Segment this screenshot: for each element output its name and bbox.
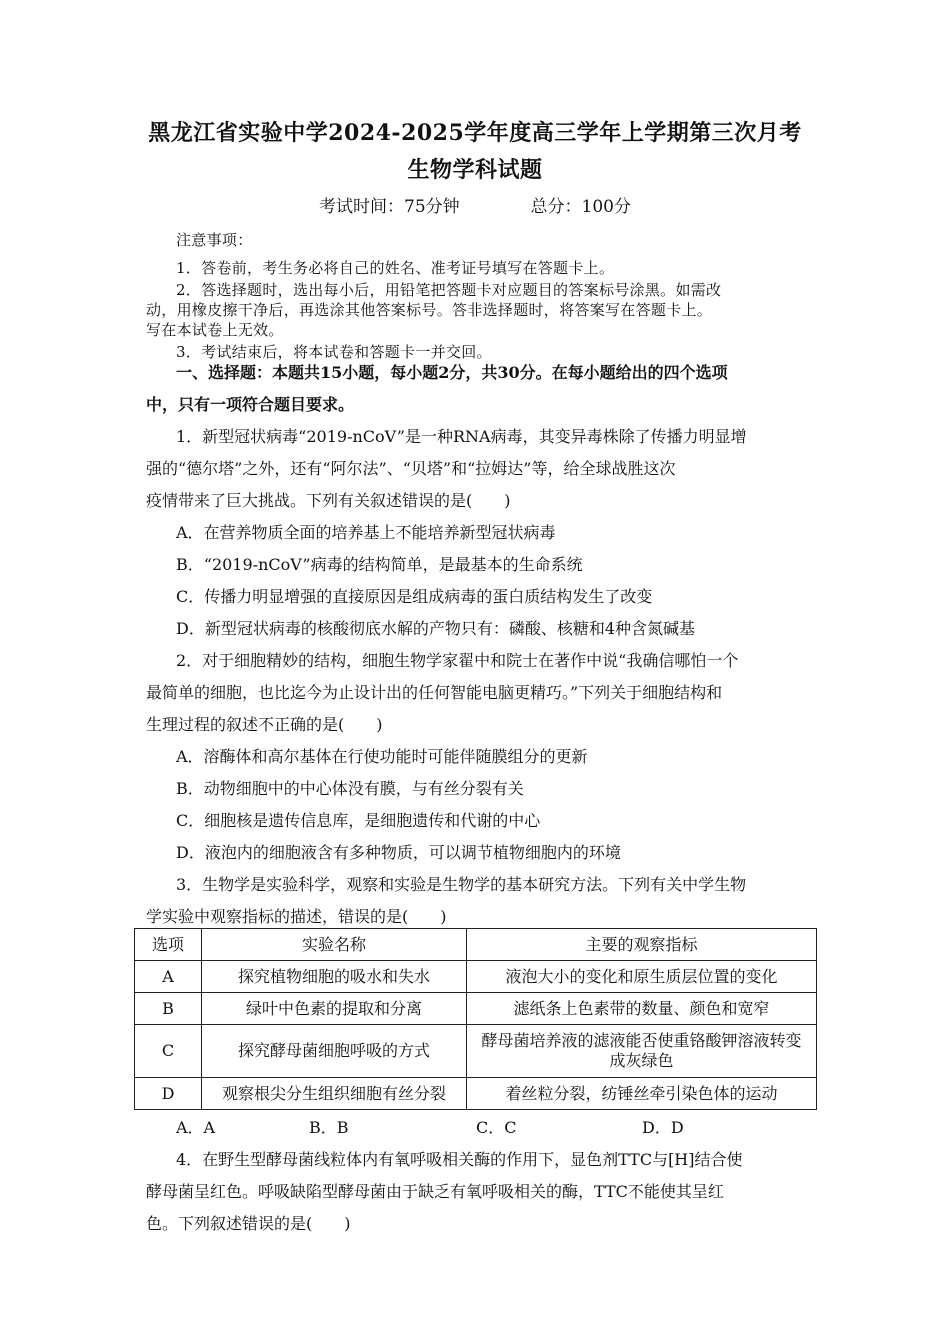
table-cell: 液泡大小的变化和原生质层位置的变化 <box>467 961 817 993</box>
q2-option-a: A．溶酶体和高尔基体在行使功能时可能伴随膜组分的更新 <box>176 747 588 766</box>
page-title: 黑龙江省实验中学2024-2025学年度高三学年上学期第三次月考 <box>148 120 802 146</box>
q1-option-a: A．在营养物质全面的培养基上不能培养新型冠状病毒 <box>176 523 556 542</box>
table-cell: B <box>135 993 202 1025</box>
q4-stem-line-1: 4．在野生型酵母菌线粒体内有氧呼吸相关酶的作用下，显色剂TTC与[H]结合使 <box>176 1150 743 1169</box>
q3-option-a: A．A <box>176 1118 216 1137</box>
table-cell: 绿叶中色素的提取和分离 <box>202 993 467 1025</box>
q3-option-d: D．D <box>642 1118 684 1137</box>
q1-stem-line-2: 强的“德尔塔”之外，还有“阿尔法”、“贝塔”和“拉姆达”等，给全球战胜这次 <box>146 459 676 478</box>
q1-stem-line-3: 疫情带来了巨大挑战。下列有关叙述错误的是( ) <box>146 491 511 510</box>
table-row <box>135 1025 817 1078</box>
table-cell: D <box>135 1078 202 1110</box>
q4-stem-line-3: 色。下列叙述错误的是( ) <box>146 1214 351 1233</box>
table-cell: 着丝粒分裂，纺锤丝牵引染色体的运动 <box>467 1078 817 1110</box>
table-row <box>135 1078 817 1110</box>
total-score: 总分：100分 <box>530 197 631 217</box>
q1-option-b: B．“2019-nCoV”病毒的结构简单，是最基本的生命系统 <box>176 555 583 574</box>
table-row <box>135 961 817 993</box>
q2-stem-line-3: 生理过程的叙述不正确的是( ) <box>146 715 383 734</box>
q2-option-c: C．细胞核是遗传信息库，是细胞遗传和代谢的中心 <box>176 811 541 830</box>
table-header-row <box>135 929 817 961</box>
q3-option-c: C．C <box>476 1118 517 1137</box>
notice-item-3: 3．考试结束后，将本试卷和答题卡一并交回。 <box>176 343 492 361</box>
exam-info <box>0 192 950 217</box>
page-subtitle: 生物学科试题 <box>407 157 543 183</box>
table-header: 实验名称 <box>202 929 467 961</box>
table-cell: 探究植物细胞的吸水和失水 <box>202 961 467 993</box>
q4-stem-line-2: 酵母菌呈红色。呼吸缺陷型酵母菌由于缺乏有氧呼吸相关的酶，TTC不能使其呈红 <box>146 1182 724 1201</box>
q3-stem-line-1: 3．生物学是实验科学，观察和实验是生物学的基本研究方法。下列有关中学生物 <box>176 875 747 894</box>
q2-option-b: B．动物细胞中的中心体没有膜，与有丝分裂有关 <box>176 779 524 798</box>
table-cell: A <box>135 961 202 993</box>
q2-option-d: D．液泡内的细胞液含有多种物质，可以调节植物细胞内的环境 <box>176 843 621 862</box>
section-heading-line-1: 一、选择题：本题共15小题，每小题2分，共30分。在每小题给出的四个选项 <box>176 363 728 382</box>
q1-option-d: D．新型冠状病毒的核酸彻底水解的产物只有：磷酸、核糖和4种含氮碱基 <box>176 619 696 638</box>
q1-option-c: C．传播力明显增强的直接原因是组成病毒的蛋白质结构发生了改变 <box>176 587 653 606</box>
q1-stem-line-1: 1．新型冠状病毒“2019-nCoV”是一种RNA病毒，其变异毒株除了传播力明显增 <box>176 427 747 446</box>
q3-stem-line-2: 学实验中观察指标的描述，错误的是( ) <box>146 907 447 926</box>
notice-item-1: 1．答卷前，考生务必将自己的姓名、准考证号填写在答题卡上。 <box>176 259 615 277</box>
notice-heading: 注意事项： <box>176 231 253 249</box>
q2-stem-line-1: 2．对于细胞精妙的结构，细胞生物学家翟中和院士在著作中说“我确信哪怕一个 <box>176 651 739 670</box>
notice-item-2-line-1: 2．答选择题时，选出每小后，用铅笔把答题卡对应题目的答案标号涂黑。如需改 <box>176 281 722 299</box>
table-cell: 探究酵母菌细胞呼吸的方式 <box>202 1025 467 1078</box>
q3-option-b: B．B <box>309 1118 349 1137</box>
table-cell: 观察根尖分生组织细胞有丝分裂 <box>202 1078 467 1110</box>
table-cell: C <box>135 1025 202 1078</box>
notice-item-2-line-2: 动，用橡皮擦干净后，再选涂其他答案标号。答非选择题时，将答案写在答题卡上。 <box>146 301 713 319</box>
section-heading-line-2: 中，只有一项符合题目要求。 <box>146 395 355 414</box>
table-header: 选项 <box>135 929 202 961</box>
table-cell: 酵母菌培养液的滤液能否使重铬酸钾溶液转变成灰绿色 <box>467 1025 817 1078</box>
notice-item-2-line-3: 写在本试卷上无效。 <box>146 321 284 339</box>
table-row <box>135 993 817 1025</box>
q3-experiment-table <box>134 928 817 1110</box>
exam-time: 考试时间：75分钟 <box>319 197 460 217</box>
table-cell: 滤纸条上色素带的数量、颜色和宽窄 <box>467 993 817 1025</box>
table-header: 主要的观察指标 <box>467 929 817 961</box>
q2-stem-line-2: 最简单的细胞，也比迄今为止设计出的任何智能电脑更精巧。”下列关于细胞结构和 <box>146 683 723 702</box>
